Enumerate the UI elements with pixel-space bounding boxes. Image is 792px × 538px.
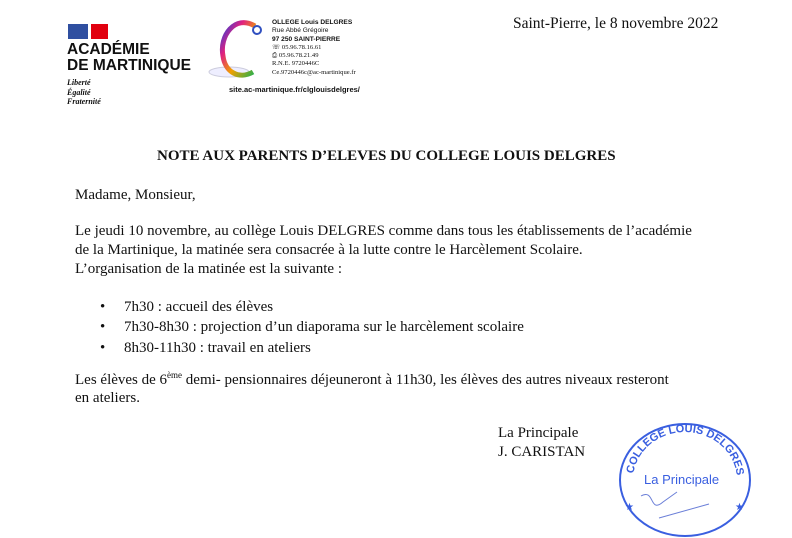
letter-date: Saint-Pierre, le 8 novembre 2022 bbox=[513, 15, 719, 32]
academie-line2: DE MARTINIQUE bbox=[67, 57, 191, 74]
college-logo-icon bbox=[205, 14, 275, 84]
bullet-text: 7h30 : accueil des élèves bbox=[124, 299, 274, 315]
signature-scribble bbox=[641, 492, 709, 518]
college-website: site.ac-martinique.fr/clglouisdelgres/ bbox=[229, 85, 360, 94]
school-stamp bbox=[615, 418, 755, 538]
letter-title: NOTE AUX PARENTS D’ELEVES DU COLLEGE LOUIS DELGRES bbox=[157, 148, 616, 164]
paragraph-line: L’organisation de la matinée est la suivante : bbox=[75, 261, 343, 277]
college-city: 97 250 SAINT-PIERRE bbox=[272, 35, 341, 43]
note-text: demi- pensionnaires déjeuneront à 11h30, les élèves des autres niveaux resteront bbox=[182, 372, 669, 388]
note-sup: ème bbox=[167, 370, 183, 380]
paragraph-line: de la Martinique, la matinée sera consacrée à la lutte contre le Harcèlement Scolaire. bbox=[75, 242, 583, 258]
marianne-flag-logo bbox=[68, 24, 108, 39]
note-line: en ateliers. bbox=[75, 390, 140, 406]
motto-line: Liberté bbox=[67, 78, 91, 87]
college-fax: ⎙ 05.96.78.21.49 bbox=[272, 52, 319, 60]
note-line bbox=[75, 372, 669, 389]
bullet-text: 8h30-11h30 : travail en ateliers bbox=[124, 340, 311, 356]
paragraph-line: Le jeudi 10 novembre, au collège Louis DELGRES comme dans tous les établissements de l’académie bbox=[75, 223, 692, 239]
academie-logo-text bbox=[67, 42, 191, 74]
college-name: OLLEGE Louis DELGRES bbox=[272, 19, 353, 26]
signature-name: J. CARISTAN bbox=[498, 444, 586, 460]
motto bbox=[67, 78, 101, 107]
college-phone: ☏ 05.96.78.16.61 bbox=[272, 43, 322, 51]
stamp-top-text: COLLEGE LOUIS DELGRES bbox=[624, 422, 746, 477]
star-icon: ★ bbox=[625, 502, 634, 513]
motto-line: Égalité bbox=[67, 87, 91, 97]
salutation: Madame, Monsieur, bbox=[75, 187, 196, 203]
college-rne: R.N.E. 9720446C bbox=[272, 60, 320, 68]
stamp-center-text: La Principale bbox=[644, 472, 720, 487]
motto-line: Fraternité bbox=[67, 97, 101, 106]
college-email: Ce.9720446c@ac-martinique.fr bbox=[272, 68, 356, 76]
star-icon: ★ bbox=[735, 502, 744, 513]
signature-role: La Principale bbox=[498, 425, 579, 441]
bullet-text: 7h30-8h30 : projection d’un diaporama sur le harcèlement scolaire bbox=[124, 319, 524, 335]
college-address bbox=[272, 19, 356, 77]
college-street: Rue Abbé Grégoire bbox=[272, 27, 329, 35]
note-text: Les élèves de 6 bbox=[75, 372, 168, 388]
academie-line1: ACADÉMIE bbox=[67, 41, 150, 58]
